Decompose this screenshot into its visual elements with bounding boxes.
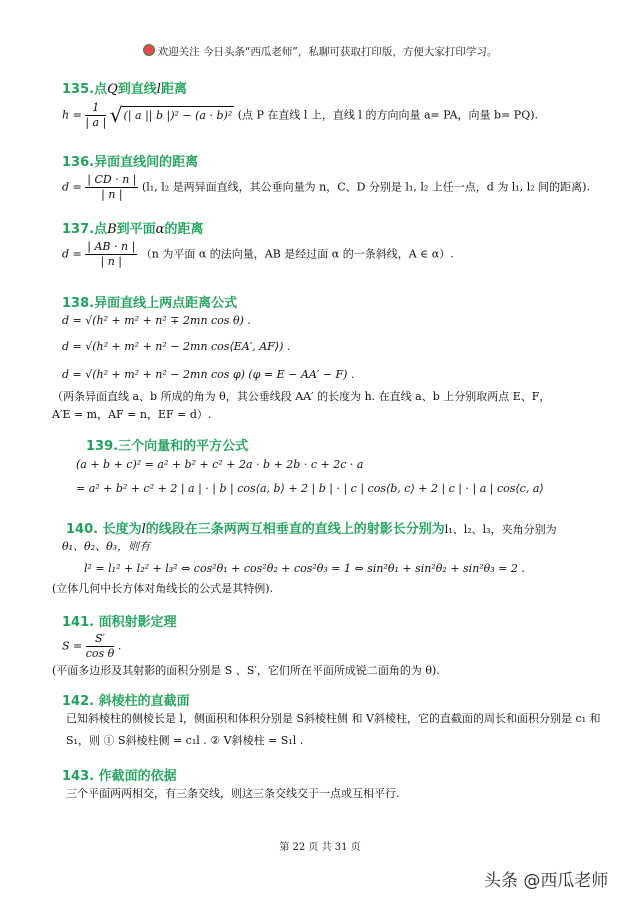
section-139-formula-2: = a² + b² + c² + 2 | a | · | b | cos⟨a, b⟩ + 2 | b | · | c | cos⟨b, c⟩ + 2 | c | · | a | cos⟨c, a⟩ xyxy=(76,482,544,495)
header-note-text: 欢迎关注 今日头条“西瓜老师”，私聊可获取打印版，方便大家打印学习。 xyxy=(157,46,498,58)
section-138-formula-3: d = √(h² + m² + n² − 2mn cos φ) (φ = E − AA′ − F) . xyxy=(62,368,355,381)
var-b: B xyxy=(107,222,117,237)
var-q: Q xyxy=(107,82,118,97)
fraction: $\frac{| CD \cdot n |}{| n |}$ xyxy=(87,173,137,201)
var-l: l xyxy=(156,82,161,97)
fraction: $\frac{| AB \cdot n |}{| n |}$ xyxy=(87,240,136,268)
var-alpha: α xyxy=(155,222,165,237)
section-140-title: 140. 长度为l的线段在三条两两互相垂直的直线上的射影长分别为l₁、l₂、l₃，夹角分别为 xyxy=(66,522,557,537)
section-140-formula: l² = l₁² + l₂² + l₃² ⇔ cos²θ₁ + cos²θ₂ + cos²θ₃ = 1 ⇔ sin²θ₁ + sin²θ₂ + sin²θ₃ = 2 . xyxy=(84,562,525,575)
section-137-formula: d = $\frac{| AB \cdot n |}{| n |}$ （n 为平面 α 的法向量，AB 是经过面 α 的一条斜线，A ∈ α）. xyxy=(62,240,454,268)
section-136-title: 136.异面直线间的距离 xyxy=(62,155,199,170)
fraction: $\frac{S'}{\text{cos θ}}$ xyxy=(85,632,115,660)
section-142-title: 142. 斜棱柱的直截面 xyxy=(62,694,190,709)
section-138-note-1: （两条异面直线 a、b 所成的角为 θ，其公垂线段 AA′ 的长度为 h. 在直线 a、b 上分别取两点 E、F， xyxy=(52,390,551,403)
var-l: l xyxy=(141,522,146,537)
section-139-title: 139.三个向量和的平方公式 xyxy=(86,439,249,454)
radical-sign: √ xyxy=(109,102,123,127)
section-136-formula: d = $\frac{| CD \cdot n |}{| n |}$ (l₁, l₂ 是两异面直线，其公垂向量为 n，C、D 分别是 l₁, l₂ 上任一点，d 为 l₁, l₂ 间的距离). xyxy=(62,173,590,201)
section-137-title: 137.点B到平面α的距离 xyxy=(62,222,204,237)
section-142-line-1: 已知斜棱柱的侧棱长是 l，侧面积和体积分别是 S斜棱柱侧 和 V斜棱柱，它的直截面的周长和面积分别是 c₁ 和 xyxy=(66,712,601,725)
section-135-title: 135.点Q到直线l距离 xyxy=(62,82,187,97)
section-140-note: (立体几何中长方体对角线长的公式是其特例). xyxy=(52,582,274,595)
section-143-title: 143. 作截面的依据 xyxy=(62,769,177,784)
section-143-line: 三个平面两两相交，有三条交线，则这三条交线交于一点或互相平行. xyxy=(66,787,400,800)
fraction: $\frac{1}{| a |}$ xyxy=(85,101,107,129)
section-141-title: 141. 面积射影定理 xyxy=(62,615,177,630)
section-142-line-2: S₁，则 ① S斜棱柱侧 = c₁l . ② V斜棱柱 = S₁l . xyxy=(66,734,304,747)
section-138-note-2: A′E = m，AF = n，EF = d）. xyxy=(52,408,212,421)
header-note xyxy=(0,44,640,59)
section-141-formula: S = $\frac{S'}{\text{cos θ}}$ . xyxy=(62,632,122,660)
watermelon-icon xyxy=(143,44,155,56)
page-footer: 第 22 页 共 31 页 xyxy=(279,842,361,853)
section-138-formula-1: d = √(h² + m² + n² ∓ 2mn cos θ) . xyxy=(62,314,251,327)
watermark: 头条 @西瓜老师 xyxy=(484,871,609,891)
section-138-title: 138.异面直线上两点距离公式 xyxy=(62,296,238,311)
section-135-formula: h = $\frac{1}{| a |}$ √(| a || b |)² − (a · b)² (点 P 在直线 l 上，直线 l 的方向向量 a= PA，向量 b= PQ). xyxy=(62,101,539,129)
section-141-note: (平面多边形及其射影的面积分别是 S 、S′，它们所在平面所成锐二面角的为 θ). xyxy=(52,664,440,677)
section-138-formula-2: d = √(h² + m² + n² − 2mn cos⟨EA′, AF⟩) . xyxy=(62,340,291,353)
section-140-line-2: θ₁、θ₂、θ₃，则有 xyxy=(62,540,151,553)
section-139-formula-1: (a + b + c)² = a² + b² + c² + 2a · b + 2b · c + 2c · a xyxy=(76,458,364,471)
